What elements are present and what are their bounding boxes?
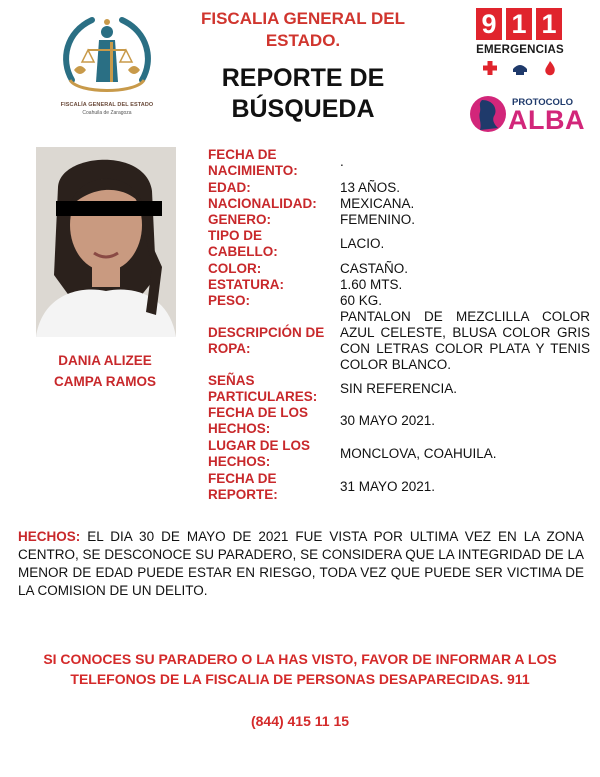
emergency-caption: EMERGENCIAS	[476, 44, 564, 56]
height-label: ESTATURA:	[208, 277, 284, 292]
emergency-number	[476, 8, 562, 40]
missing-person-name	[26, 350, 184, 392]
fire-icon	[542, 60, 558, 76]
scales-of-justice-icon	[52, 10, 162, 102]
event-place-value: MONCLOVA, COAHUILA.	[340, 446, 497, 461]
report-date-value: 31 MAYO 2021.	[340, 479, 436, 494]
age-label: EDAD:	[208, 180, 251, 195]
marks-value: SIN REFERENCIA.	[340, 381, 458, 396]
height-value: 1.60 MTS.	[340, 277, 403, 292]
clothing-value: PANTALON DE MEZCLILLA COLOR AZUL CELESTE, BLUSA COLOR GRIS CON LETRAS COLOR PLATA Y TENIS COLOR BLANCO.	[340, 309, 590, 372]
police-cap-icon	[511, 60, 529, 76]
birth-date-value: .	[340, 154, 344, 169]
missing-person-photo	[36, 147, 176, 337]
digit-9: 9	[476, 8, 502, 40]
contact-phone: (844) 415 11 15	[250, 713, 350, 729]
color-value: CASTAÑO.	[340, 261, 409, 276]
weight-label: PESO:	[208, 293, 251, 308]
name-line-2: CAMPA RAMOS	[54, 374, 156, 389]
contact-appeal: SI CONOCES SU PARADERO O LA HAS VISTO, FAVOR DE INFORMAR A LOS TELEFONOS DE LA FISCALIA DE PERSONAS DESAPARECIDAS. 911	[43, 651, 557, 687]
facts-label: HECHOS:	[18, 529, 81, 544]
fiscalia-logo	[52, 10, 162, 130]
nationality-label: NACIONALIDAD:	[208, 196, 317, 211]
marks-label: SEÑAS PARTICULARES:	[208, 373, 318, 404]
hair-type-label: TIPO DE CABELLO:	[208, 228, 278, 259]
age-value: 13 AÑOS.	[340, 180, 401, 195]
medical-cross-icon	[482, 60, 498, 76]
gender-value: FEMENINO.	[340, 212, 416, 227]
facts-paragraph	[18, 528, 584, 600]
facts-text: EL DIA 30 DE MAYO DE 2021 FUE VISTA POR ULTIMA VEZ EN LA ZONA CENTRO, SE DESCONOCE SU PARADERO, SE CONSIDERA QUE LA INTEGRIDAD DE LA MENOR DE EDAD PUEDE ESTAR EN RIESGO, TODA VEZ QUE PUEDE SER VICTIMA DE LA COMISION DE UN DELITO.	[18, 529, 584, 598]
clothing-label: DESCRIPCIÓN DE ROPA:	[208, 325, 325, 356]
name-line-1: DANIA ALIZEE	[58, 353, 152, 368]
color-label: COLOR:	[208, 261, 262, 276]
fiscalia-subcaption: Coahuila de Zaragoza	[82, 110, 132, 116]
alba-small-caption: PROTOCOLO	[512, 97, 574, 108]
report-date-label: FECHA DE REPORTE:	[208, 471, 278, 502]
protocolo-alba-logo	[468, 92, 585, 136]
hair-type-value: LACIO.	[340, 236, 385, 251]
event-place-label: LUGAR DE LOS HECHOS:	[208, 438, 311, 469]
nationality-value: MEXICANA.	[340, 196, 415, 211]
emergency-911-logo	[468, 8, 572, 88]
page-title: REPORTE DE BÚSQUEDA	[221, 64, 385, 123]
alba-wordmark: ALBA	[508, 105, 585, 135]
birth-date-label: FECHA DE NACIMIENTO:	[208, 147, 298, 178]
gender-label: GENERO:	[208, 212, 272, 227]
eye-censor-bar	[56, 201, 162, 216]
agency-name: FISCALIA GENERAL DEL ESTADO.	[200, 9, 405, 50]
alba-profile-icon	[468, 94, 508, 134]
event-date-label: FECHA DE LOS HECHOS:	[208, 405, 309, 436]
weight-value: 60 KG.	[340, 293, 383, 308]
emergency-icons	[482, 60, 558, 76]
digit-1b: 1	[536, 8, 562, 40]
portrait-illustration	[36, 147, 176, 337]
fiscalia-caption: FISCALÍA GENERAL DEL ESTADO	[60, 102, 154, 108]
event-date-value: 30 MAYO 2021.	[340, 413, 436, 428]
digit-1: 1	[506, 8, 532, 40]
